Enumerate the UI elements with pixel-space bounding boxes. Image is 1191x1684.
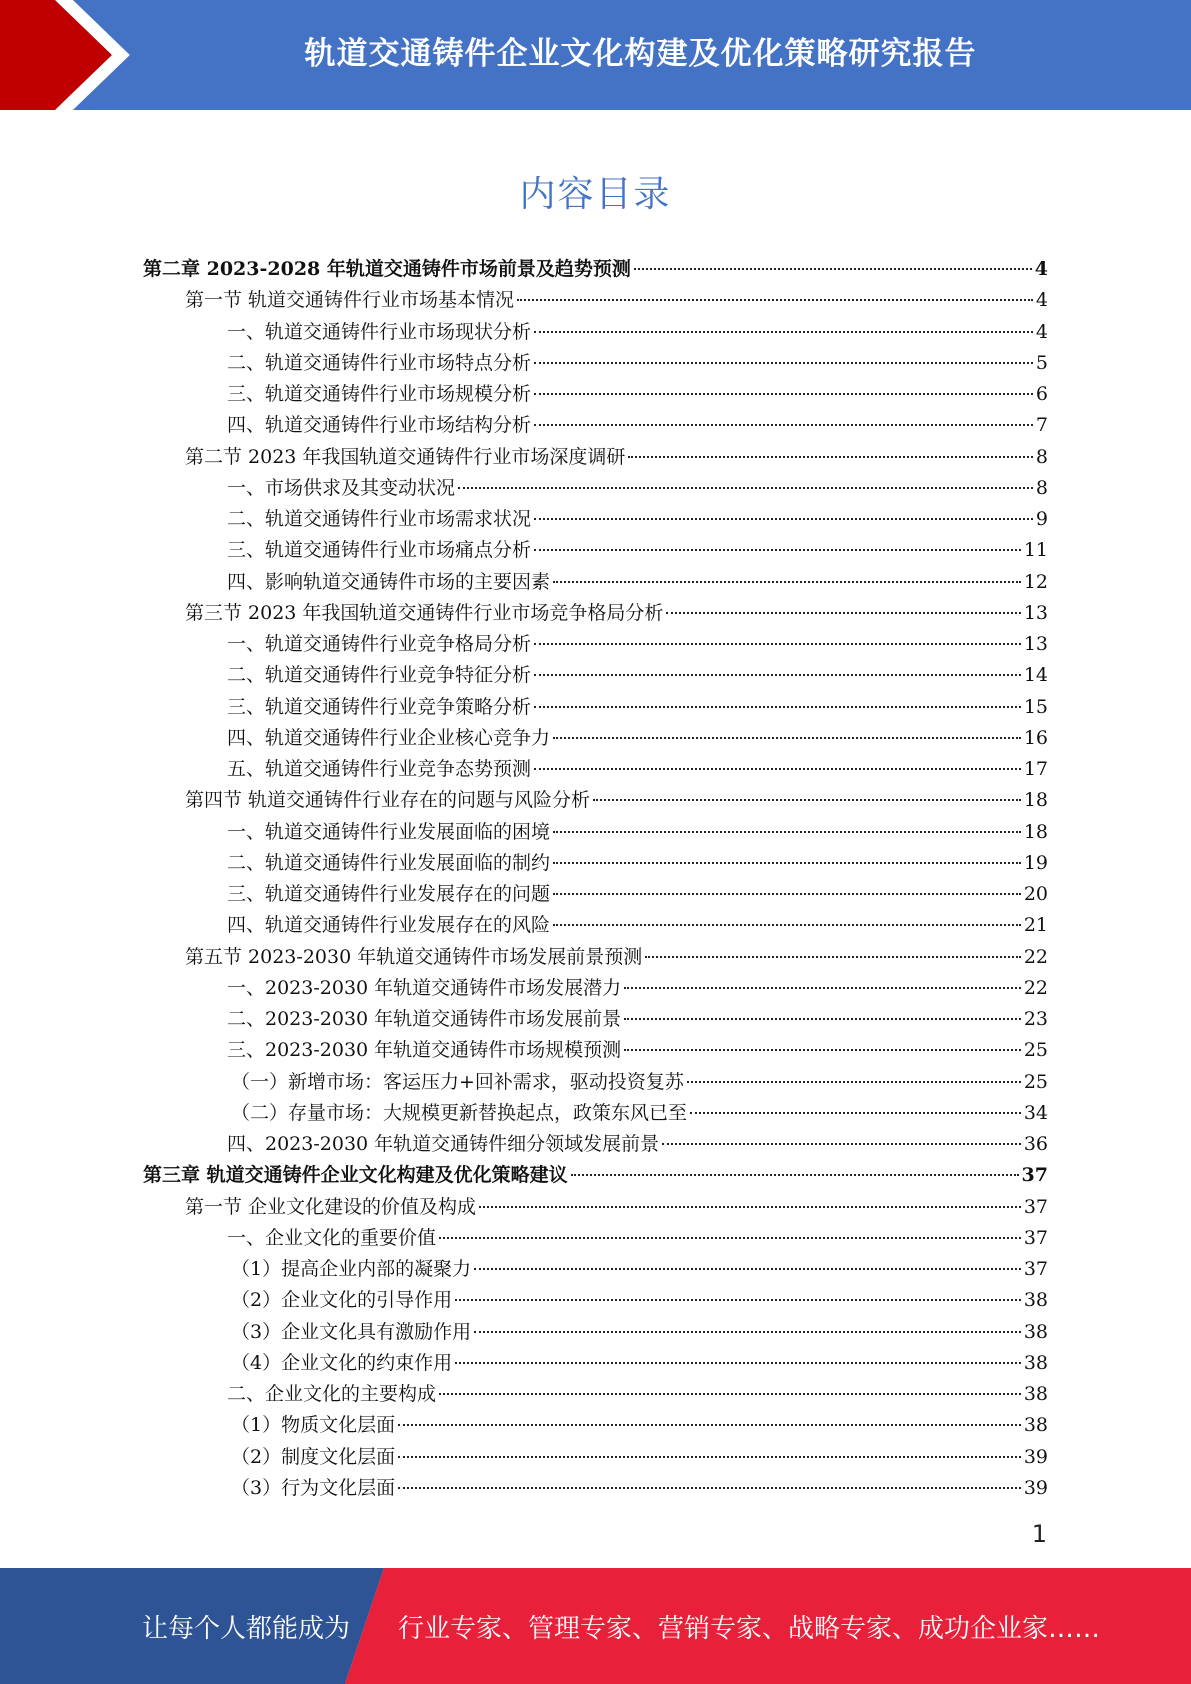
toc-dot-leader [534,768,1021,770]
toc-entry-label: 一、企业文化的重要价值 [227,1226,437,1249]
toc-entry-page: 36 [1023,1133,1048,1155]
toc-dot-leader [534,331,1033,333]
toc-entry[interactable] [143,473,1048,504]
toc-entry-label: 一、轨道交通铸件行业发展面临的困境 [227,820,551,843]
toc-entry-label: 三、轨道交通铸件行业发展存在的问题 [227,883,551,905]
toc-entry-page: 20 [1023,883,1048,905]
toc-entry-label: （3）企业文化具有激励作用 [231,1320,472,1343]
toc-entry[interactable] [143,1192,1048,1223]
toc-dot-leader [458,487,1033,489]
toc-entry-page: 37 [1023,1195,1048,1218]
toc-dot-leader [474,1268,1021,1270]
toc-dot-leader [624,987,1021,989]
toc-entry[interactable] [143,1410,1048,1441]
toc-dot-leader [439,1237,1021,1239]
toc-dot-leader [534,362,1033,364]
toc-dot-leader [571,1174,1019,1176]
toc-entry-label: （2）企业文化的引导作用 [231,1289,453,1312]
toc-entry[interactable] [143,1129,1048,1160]
toc-dot-leader [455,1362,1021,1364]
toc-entry-label: （1）物质文化层面 [231,1414,396,1437]
toc-entry-page: 18 [1023,820,1048,843]
toc-entry-page: 21 [1023,914,1048,937]
toc-entry[interactable] [143,879,1048,910]
toc-dot-leader [534,549,1021,551]
header-banner [0,0,1191,110]
toc-entry-page: 19 [1023,851,1048,874]
toc-entry[interactable] [143,598,1048,629]
toc-entry-page: 12 [1023,570,1048,593]
toc-dot-leader [687,1081,1021,1083]
toc-dot-leader [534,393,1033,395]
toc-dot-leader [474,1331,1021,1333]
toc-dot-leader [666,612,1020,614]
toc-entry[interactable] [143,1285,1048,1316]
toc-entry[interactable] [143,1348,1048,1379]
toc-entry-label: 四、影响轨道交通铸件市场的主要因素 [227,570,551,593]
toc-dot-leader [624,1049,1021,1051]
toc-dot-leader [517,299,1033,301]
report-title: 轨道交通铸件企业文化构建及优化策略研究报告 [304,36,977,72]
toc-entry[interactable] [143,254,1048,285]
toc-entry[interactable] [143,285,1048,316]
toc-entry[interactable] [143,1254,1048,1285]
toc-dot-leader [479,1206,1021,1208]
toc-entry-page: 5 [1035,351,1048,374]
toc-entry-label: （二）存量市场：大规模更新替换起点，政策东风已至 [231,1101,688,1124]
toc-dot-leader [398,1487,1021,1489]
toc-entry-page: 6 [1035,383,1048,405]
toc-dot-leader [553,581,1021,583]
toc-entry-label: 四、轨道交通铸件行业市场结构分析 [227,414,532,437]
toc-entry-label: 一、2023-2030 年轨道交通铸件市场发展潜力 [227,976,622,999]
toc-dot-leader [398,1424,1021,1426]
toc-entry[interactable] [143,754,1048,785]
toc-entry-page: 14 [1023,664,1048,687]
toc-dot-leader [553,893,1021,895]
toc-entry-label: 一、轨道交通铸件行业竞争格局分析 [227,633,532,655]
toc-dot-leader [593,799,1021,801]
toc-entry-page: 8 [1035,445,1048,468]
toc-entry[interactable] [143,1223,1048,1254]
toc-entry-label: 三、轨道交通铸件行业市场痛点分析 [227,539,532,562]
toc-entry[interactable] [143,410,1048,441]
toc-dot-leader [439,1393,1021,1395]
toc-entry-label: 第一节 企业文化建设的价值及构成 [185,1195,477,1218]
toc-entry-label: （3）行为文化层面 [231,1476,396,1499]
toc-entry[interactable] [143,942,1048,973]
toc-dot-leader [534,643,1021,645]
toc-entry-label: 二、轨道交通铸件行业发展面临的制约 [227,851,551,874]
toc-entry[interactable] [143,504,1048,535]
toc-entry[interactable] [143,692,1048,723]
toc-entry-page: 34 [1023,1101,1048,1124]
toc-entry-page: 38 [1023,1383,1048,1405]
toc-dot-leader [553,924,1021,926]
toc-entry-page: 37 [1023,1226,1048,1249]
toc-entry[interactable] [143,535,1048,566]
toc-entry-label: （一）新增市场：客运压力+回补需求，驱动投资复苏 [231,1070,684,1093]
toc-entry-label: 四、轨道交通铸件行业企业核心竞争力 [227,726,551,749]
toc-entry[interactable] [143,660,1048,691]
toc-entry[interactable] [143,1004,1048,1035]
toc-dot-leader [553,831,1021,833]
toc-entry-page: 39 [1023,1476,1048,1499]
toc-entry-page: 22 [1023,976,1048,999]
footer-banner [0,1568,1191,1684]
toc-entry-label: 第五节 2023-2030 年轨道交通铸件市场发展前景预测 [185,945,643,968]
toc-entry-label: 第一节 轨道交通铸件行业市场基本情况 [185,289,515,312]
toc-entry-page: 38 [1023,1414,1048,1437]
toc-title: 内容目录 [519,174,672,215]
toc-entry[interactable] [143,1098,1048,1129]
toc-entry-page: 4 [1035,289,1048,312]
toc-dot-leader [690,1112,1021,1114]
toc-entry-label: 四、轨道交通铸件行业发展存在的风险 [227,914,551,937]
toc-dot-leader [624,1018,1021,1020]
toc-entry[interactable] [143,1442,1048,1473]
toc-entry-page: 22 [1023,945,1048,968]
toc-entry-label: 五、轨道交通铸件行业竞争态势预测 [227,758,532,780]
toc-entry-label: 三、2023-2030 年轨道交通铸件市场规模预测 [227,1039,622,1062]
table-of-contents [143,254,1048,1504]
toc-dot-leader [455,1299,1021,1301]
toc-entry-label: 第四节 轨道交通铸件行业存在的问题与风险分析 [185,789,591,812]
toc-entry-page: 11 [1023,539,1048,562]
toc-entry-page: 38 [1023,1289,1048,1312]
page-number: 1 [1031,1520,1047,1548]
toc-entry[interactable] [143,1317,1048,1348]
toc-entry[interactable] [143,1160,1048,1191]
toc-entry-label: 二、企业文化的主要构成 [227,1383,437,1405]
toc-entry[interactable] [143,567,1048,598]
toc-entry[interactable] [143,317,1048,348]
toc-entry[interactable] [143,723,1048,754]
toc-entry-label: 三、轨道交通铸件行业市场规模分析 [227,383,532,405]
toc-entry-page: 9 [1035,508,1048,530]
toc-entry-page: 38 [1023,1320,1048,1343]
toc-entry-label: 四、2023-2030 年轨道交通铸件细分领域发展前景 [227,1133,660,1155]
toc-dot-leader [645,956,1021,958]
toc-entry-page: 13 [1023,601,1048,624]
toc-entry[interactable] [143,1379,1048,1410]
toc-dot-leader [634,268,1032,270]
toc-entry-page: 23 [1023,1008,1048,1030]
toc-entry-page: 25 [1023,1039,1048,1062]
toc-entry[interactable] [143,785,1048,816]
toc-dot-leader [553,737,1021,739]
toc-entry-label: 一、轨道交通铸件行业市场现状分析 [227,320,532,343]
toc-entry[interactable] [143,442,1048,473]
toc-dot-leader [534,518,1033,520]
toc-dot-leader [534,706,1021,708]
toc-entry-page: 8 [1035,476,1048,499]
toc-entry-page: 4 [1035,320,1048,343]
toc-entry-label: 二、轨道交通铸件行业市场需求状况 [227,508,532,530]
toc-entry-page: 13 [1023,633,1048,655]
toc-dot-leader [534,424,1033,426]
toc-entry-label: （2）制度文化层面 [231,1445,396,1468]
toc-entry-label: 二、2023-2030 年轨道交通铸件市场发展前景 [227,1008,622,1030]
toc-entry[interactable] [143,817,1048,848]
toc-entry[interactable] [143,348,1048,379]
toc-entry[interactable] [143,629,1048,660]
toc-dot-leader [662,1143,1021,1145]
toc-entry[interactable] [143,379,1048,410]
toc-entry-label: 一、市场供求及其变动状况 [227,476,456,499]
toc-dot-leader [628,456,1032,458]
toc-entry[interactable] [143,973,1048,1004]
toc-entry-page: 18 [1023,789,1048,812]
toc-entry[interactable] [143,1035,1048,1066]
toc-entry-label: 二、轨道交通铸件行业市场特点分析 [227,351,532,374]
toc-entry-page: 39 [1023,1445,1048,1468]
toc-entry-page: 16 [1023,726,1048,749]
toc-entry[interactable] [143,1473,1048,1504]
toc-entry-label: （1）提高企业内部的凝聚力 [231,1258,472,1280]
footer-slogan-right: 行业专家、管理专家、营销专家、战略专家、成功企业家…… [398,1614,1101,1644]
toc-entry[interactable] [143,910,1048,941]
footer-slogan-left: 让每个人都能成为 [142,1614,351,1644]
toc-entry-page: 7 [1035,414,1048,437]
toc-entry-label: 二、轨道交通铸件行业竞争特征分析 [227,664,532,687]
toc-entry-page: 37 [1023,1258,1048,1280]
toc-entry-label: （4）企业文化的约束作用 [231,1351,453,1374]
toc-entry[interactable] [143,1067,1048,1098]
toc-dot-leader [534,674,1021,676]
toc-entry-page: 25 [1023,1070,1048,1093]
toc-entry-label: 第三章 轨道交通铸件企业文化构建及优化策略建议 [143,1164,568,1187]
toc-entry-page: 17 [1023,758,1048,780]
toc-dot-leader [553,862,1021,864]
toc-entry-page: 37 [1021,1164,1048,1187]
toc-entry[interactable] [143,848,1048,879]
toc-entry-page: 15 [1023,695,1048,718]
toc-entry-page: 4 [1034,258,1048,280]
toc-entry-page: 38 [1023,1351,1048,1374]
toc-entry-label: 三、轨道交通铸件行业竞争策略分析 [227,695,532,718]
toc-entry-label: 第二节 2023 年我国轨道交通铸件行业市场深度调研 [185,445,626,468]
toc-entry-label: 第三节 2023 年我国轨道交通铸件行业市场竞争格局分析 [185,601,664,624]
toc-dot-leader [398,1456,1021,1458]
toc-entry-label: 第二章 2023-2028 年轨道交通铸件市场前景及趋势预测 [143,258,631,280]
